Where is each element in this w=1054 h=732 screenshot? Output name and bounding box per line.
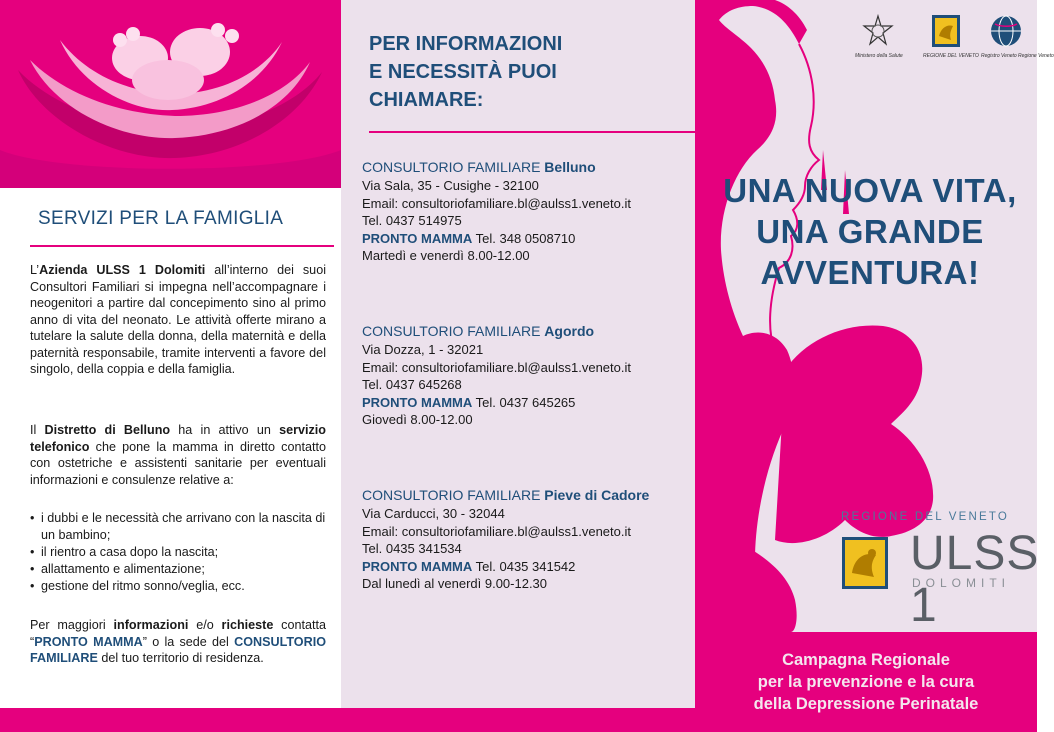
consultorio-address: Via Carducci, 30 - 32044 [362,506,505,521]
bullet-icon: • [30,579,35,593]
campaign-line: della Depressione Perinatale [753,695,979,713]
headline-line: AVVENTURA! [760,254,980,291]
list-item [30,544,326,561]
bullet-text: il rientro a casa dopo la nascita; [41,545,219,559]
consultorio-phone[interactable]: Tel. 0437 514975 [362,213,462,228]
contact-text-i: del tuo territorio di residenza. [97,651,264,665]
consultorio-agordo [362,322,692,429]
bullet-text: i dubbi e le necessità che arrivano con la nascita di un bambino; [41,511,326,542]
intro-text-1: L’ [30,263,40,277]
consultorio-title-prefix: CONSULTORIO FAMILIARE [362,487,545,503]
pronto-mamma-line[interactable] [362,230,692,248]
headline-line: UNA GRANDE [756,213,984,250]
campaign-text [695,649,1037,715]
globe-network-icon [989,14,1023,48]
distretto-text-service: servizio telefonico [30,423,326,454]
dolomiti-label: DOLOMITI [912,576,1011,590]
pronto-mamma-line[interactable] [362,394,692,412]
consultorio-place: Pieve di Cadore [544,487,650,503]
bullet-text: gestione del ritmo sonno/veglia, ecc. [41,579,245,593]
consultorio-hours: Dal lunedì al venerdì 9.00-12.30 [362,576,548,591]
bullet-icon: • [30,511,35,525]
info-title-line: PER INFORMAZIONI [369,33,563,55]
logo-caption: REGIONE DEL VENETO [923,53,979,59]
contact-text-d: richieste [221,618,274,632]
ministero-logo [855,14,901,59]
regione-veneto-lion-icon [931,14,961,48]
consultorio-title-prefix: CONSULTORIO FAMILIARE [362,323,545,339]
consultorio-phone[interactable]: Tel. 0435 341534 [362,541,462,556]
regione-logo [923,14,979,59]
consultorio-belluno [362,158,692,265]
bottom-magenta-strip [0,708,695,732]
pronto-mamma-phone: Tel. 348 0508710 [472,230,576,246]
intro-paragraph [30,262,326,378]
pronto-mamma-label: PRONTO MAMMA [362,230,473,246]
regione-veneto-label: REGIONE DEL VENETO [841,511,1010,523]
consultorio-title-prefix: CONSULTORIO FAMILIARE [362,159,545,175]
campaign-headline [703,170,1037,293]
distretto-paragraph [30,422,326,488]
intro-text-2: all’interno dei suoi Consultori Familiari si impegna nell’accompagnare i neogenitori a partire dal concepimento sino al primo anno di vita del neonato. Le attività offerte mirano a tutelare la salute della donna, della maternità e della paternità responsabile, tramite interventi a favore del singolo, della coppia e della famiglia. [30,263,326,376]
contact-text-a: Per maggiori [30,618,114,632]
bullet-icon: • [30,562,35,576]
consultorio-place: Belluno [544,159,596,175]
info-title-line: E NECESSITÀ PUOI [369,61,557,83]
campaign-banner [695,632,1037,732]
campaign-line: per la prevenzione e la cura [757,673,975,691]
contact-text-e: contatta “ [30,618,326,649]
pronto-mamma-label: PRONTO MAMMA [362,394,473,410]
campaign-line: Campagna Regionale [782,651,950,669]
ulss-lion-shield-icon [842,537,888,589]
consultorio-hours: Giovedì 8.00-12.00 [362,412,473,427]
pronto-mamma-phone: Tel. 0435 341542 [472,558,576,574]
contact-consultorio: CONSULTORIO FAMILIARE [30,634,326,665]
consultorio-phone[interactable]: Tel. 0437 645268 [362,377,462,392]
consultorio-address: Via Dozza, 1 - 32021 [362,342,484,357]
distretto-text-name: Distretto di Belluno [44,423,171,437]
pronto-mamma-line[interactable] [362,558,692,576]
contact-text-b: informazioni [113,618,189,632]
logo-caption: Ministero della Salute [855,53,903,59]
distretto-text-2: ha in attivo un [170,423,280,437]
hands-photo [0,0,341,188]
consultorio-title [362,158,692,177]
bullet-text: allattamento e alimentazione; [41,562,205,576]
consultorio-address: Via Sala, 35 - Cusighe - 32100 [362,178,539,193]
list-item [30,510,326,544]
services-bullet-list [30,510,326,595]
headline-line: UNA NUOVA VITA, [723,172,1017,209]
consultorio-place: Agordo [544,323,595,339]
info-title-rule [369,131,695,133]
consultorio-email[interactable]: Email: consultoriofamiliare.bl@aulss1.veneto.it [362,195,631,211]
contact-pronto-mamma: PRONTO MAMMA [34,634,143,649]
consultorio-title [362,322,692,341]
ulss-1-logotype: ULSS 1 [910,527,1040,632]
list-item [30,561,326,578]
rete-logo [981,14,1054,59]
pronto-mamma-phone: Tel. 0437 645265 [472,394,576,410]
middle-panel [341,0,695,732]
distretto-text-3: che pone la mamma in diretto contatto con ostetriche e assistenti sanitarie per eventuali informazioni e consulenze relative a: [30,439,326,487]
consultorio-pieve-di-cadore [362,486,692,593]
distretto-text-1: Il [30,423,45,437]
bullet-icon: • [30,545,35,559]
contact-paragraph [30,617,326,667]
intro-text-azienda: Azienda ULSS 1 Dolomiti [39,263,206,277]
left-panel [0,0,341,732]
contact-text-g: ” o la sede del [142,634,235,649]
italian-emblem-icon [862,14,894,48]
consultorio-email[interactable]: Email: consultoriofamiliare.bl@aulss1.veneto.it [362,523,631,539]
right-panel [695,0,1054,732]
contact-text-c: e/o [188,618,222,632]
info-title-line: CHIAMARE: [369,89,484,111]
logo-caption: Registro Veneto Regione Veneto [981,53,1054,59]
consultorio-hours: Martedì e venerdì 8.00-12.00 [362,248,530,263]
services-title-rule [30,245,334,247]
hands-illustration [0,0,341,188]
services-title: SERVIZI PER LA FAMIGLIA [38,208,284,229]
consultorio-email[interactable]: Email: consultoriofamiliare.bl@aulss1.veneto.it [362,359,631,375]
consultorio-title [362,486,692,505]
pronto-mamma-label: PRONTO MAMMA [362,558,473,574]
list-item [30,578,326,595]
info-title [369,30,669,114]
